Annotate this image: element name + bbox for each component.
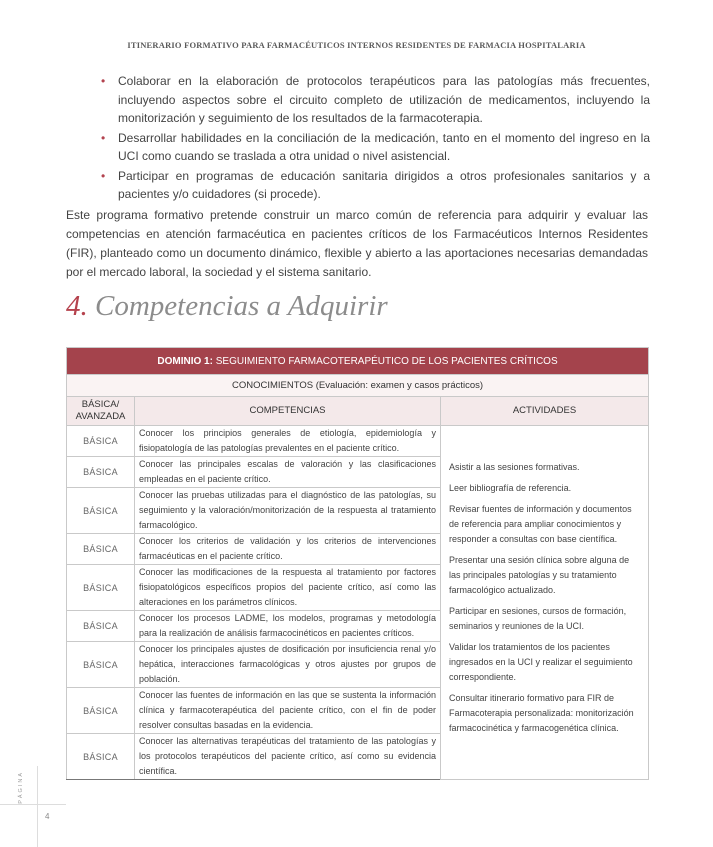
bullet-list [98,72,650,205]
level-cell: BÁSICA [67,734,135,780]
bullet-text: Participar en programas de educación sanitaria dirigidos a otros profesionales sanitarios y a pacientes y/o cuidadores (si procede). [118,168,650,201]
table-row [67,426,649,457]
activity-item: Consultar itinerario formativo para FIR de Farmacoterapia personalizada: monitorización farmacocinética y farmacogenética clínica. [449,693,634,733]
column-header-level: BÁSICA/ AVANZADA [67,397,135,426]
bullet-text: Desarrollar habilidades en la conciliación de la medicación, tanto en el momento del ingreso en la UCI como cuando se traslada a otra unidad o nivel asistencial. [118,130,650,163]
activity-item: Asistir a las sesiones formativas. [449,462,580,472]
domain-title: SEGUIMIENTO FARMACOTERAPÉUTICO DE LOS PACIENTES CRÍTICOS [215,355,558,367]
activity-item: Validar los tratamientos de los pacientes ingresados en la UCI y realizar el seguimiento correspondiente. [449,642,633,682]
column-header-competencies: COMPETENCIAS [135,397,441,426]
level-cell: BÁSICA [67,642,135,688]
bullet-icon: • [101,130,106,145]
bullet-item [98,72,650,128]
activity-item: Leer bibliografía de referencia. [449,483,572,493]
domain-label: DOMINIO 1: [157,355,213,367]
competence-cell: Conocer las modificaciones de la respuesta al tratamiento por factores fisiopatológicos específicos propios del paciente crítico, así como las alteraciones en los parámetros clínicos. [135,565,441,611]
level-cell: BÁSICA [67,688,135,734]
footer-horizontal-divider [0,804,66,805]
competence-cell: Conocer las principales escalas de valoración y las clasificaciones empleadas en el paciente crítico. [135,457,441,488]
competence-cell: Conocer los principales ajustes de dosificación por insuficiencia renal y/o hepática, interacciones farmacológicas y otros ajustes por grupos de población. [135,642,441,688]
activity-item: Participar en sesiones, cursos de formación, seminarios y reuniones de la UCI. [449,606,627,631]
level-cell: BÁSICA [67,457,135,488]
competence-cell: Conocer los criterios de validación y los criterios de intervenciones farmacéuticas en el paciente crítico. [135,534,441,565]
page-number: 4 [45,812,50,821]
knowledge-subheader: CONOCIMIENTOS (Evaluación: examen y casos prácticos) [67,375,649,397]
bullet-item [98,129,650,166]
competencies-table [66,347,649,780]
level-cell: BÁSICA [67,488,135,534]
section-title [66,290,388,323]
activity-item: Presentar una sesión clínica sobre alguna de las principales patologías y su tratamiento farmacológico actualizado. [449,555,630,595]
activities-cell [441,426,649,780]
competence-cell: Conocer los procesos LADME, los modelos, programas y metodología para la realización de análisis farmacocinéticos en pacientes críticos. [135,611,441,642]
bullet-text: Colaborar en la elaboración de protocolos terapéuticos para las patologías más frecuentes, incluyendo aspectos sobre el circuito completo de utilización de medicamentos, incluyendo la monitorización y seguimiento de los resultados de la farmacoterapia. [118,74,650,125]
bullet-item [98,167,650,204]
level-cell: BÁSICA [67,534,135,565]
page-side-label: PÁGINA [18,771,24,804]
competence-cell: Conocer las fuentes de información en las que se sustenta la información clínica y farmacoterapéutica del paciente crítico, con el fin de poder resolver consultas basadas en la evidencia. [135,688,441,734]
bullet-icon: • [101,168,106,183]
activity-item: Revisar fuentes de información y documentos de referencia para ampliar conocimientos y responder a consultas con base científica. [449,504,632,544]
column-header-activities: ACTIVIDADES [441,397,649,426]
level-cell: BÁSICA [67,611,135,642]
domain-header [67,348,649,375]
running-header: ITINERARIO FORMATIVO PARA FARMACÉUTICOS INTERNOS RESIDENTES DE FARMACIA HOSPITALARIA [127,40,586,50]
bullet-icon: • [101,74,106,88]
competence-cell: Conocer las pruebas utilizadas para el diagnóstico de las patologías, su seguimiento y la valoración/monitorización de la respuesta al tratamiento farmacológico. [135,488,441,534]
footer-vertical-divider [37,766,38,847]
section-number: 4. [66,290,88,322]
intro-paragraph: Este programa formativo pretende construir un marco común de referencia para adquirir y evaluar las competencias en atención farmacéutica en pacientes críticos de los Farmacéuticos Internos Residentes (FIR), planteado como un documento dinámico, flexible y abierto a las aportaciones necesarias demandadas por el mercado laboral, la sociedad y el sistema sanitario. [66,208,648,279]
competence-cell: Conocer las alternativas terapéuticas del tratamiento de las patologías y los protocolos terapéuticos del paciente crítico, así como su evidencia científica. [135,734,441,780]
competence-cell: Conocer los principios generales de etiología, epidemiología y fisiopatología de las patologías prevalentes en el paciente crítico. [135,426,441,457]
level-cell: BÁSICA [67,426,135,457]
section-title-text: Competencias a Adquirir [95,290,388,322]
level-cell: BÁSICA [67,565,135,611]
